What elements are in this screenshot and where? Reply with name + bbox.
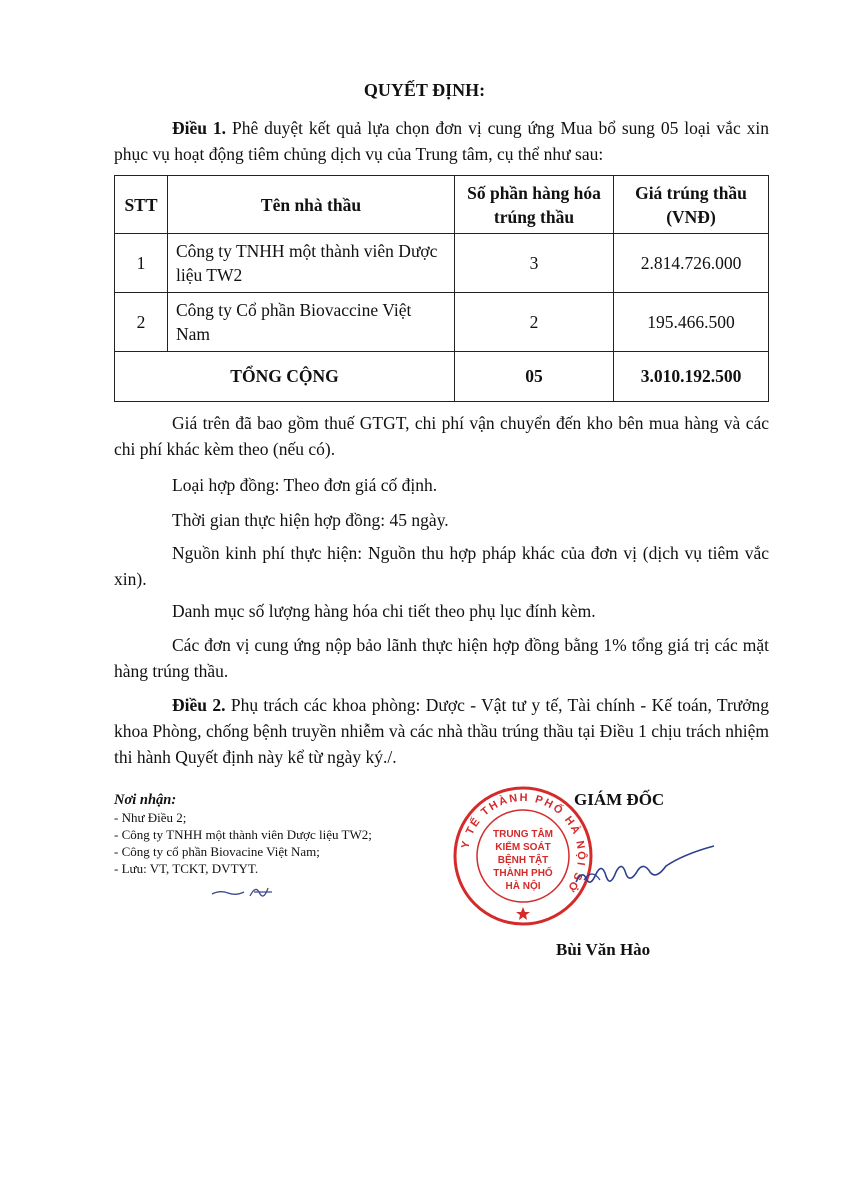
signer-position: GIÁM ĐỐC <box>574 790 665 809</box>
total-price: 3.010.192.500 <box>614 352 769 402</box>
header-contractor: Tên nhà thầu <box>168 176 455 234</box>
header-stt: STT <box>115 176 168 234</box>
table-total-row <box>115 352 769 402</box>
decision-title: QUYẾT ĐỊNH: <box>363 80 486 100</box>
recipient-line: - Công ty cổ phần Biovacine Việt Nam; <box>114 844 320 859</box>
award-table <box>114 175 769 402</box>
stamp-line: TRUNG TÂM <box>493 829 553 840</box>
article-1 <box>114 115 769 167</box>
article-2-text: Phụ trách các khoa phòng: Dược - Vật tư y tế, Tài chính - Kế toán, Trưởng khoa Phòng, chống bệnh truyền nhiễm và các nhà thầu trúng thầu tại Điều 1 chịu trách nhiệm thi hành Quyết định này kể từ ngày ký./. <box>114 695 770 767</box>
recipients-block <box>114 792 372 877</box>
row-contractor: Công ty Cổ phần Biovaccine Việt Nam <box>168 293 455 352</box>
stamp-line: BỆNH TẬT <box>497 855 549 866</box>
price-note: Giá trên đã bao gồm thuế GTGT, chi phí vận chuyển đến kho bên mua hàng và các chi phí khác kèm theo (nếu có). <box>114 413 769 459</box>
row-price: 2.814.726.000 <box>614 234 769 293</box>
row-stt: 1 <box>115 234 168 293</box>
stamp-star-icon <box>516 907 530 920</box>
table-row <box>115 234 769 293</box>
row-contractor: Công ty TNHH một thành viên Dược liệu TW2 <box>168 234 455 293</box>
article-2 <box>114 692 769 770</box>
article-1-text: Phê duyệt kết quả lựa chọn đơn vị cung ứng Mua bổ sung 05 loại vắc xin phục vụ hoạt động tiêm chủng dịch vụ của Trung tâm, cụ thể như sau: <box>114 118 769 164</box>
header-price: Giá trúng thầu (VNĐ) <box>614 176 769 234</box>
official-stamp <box>452 785 594 927</box>
row-price: 195.466.500 <box>614 293 769 352</box>
guarantee-note: Các đơn vị cung ứng nộp bảo lãnh thực hiện hợp đồng bằng 1% tổng giá trị các mặt hàng trúng thầu. <box>114 635 769 681</box>
article-2-label: Điều 2. <box>172 695 226 715</box>
table-header-row <box>115 176 769 234</box>
director-signature <box>574 840 719 895</box>
recipient-line: - Công ty TNHH một thành viên Dược liệu TW2; <box>114 827 372 842</box>
recipients-title: Nơi nhận: <box>114 792 177 808</box>
contract-duration: Thời gian thực hiện hợp đồng: 45 ngày. <box>172 510 449 530</box>
signer-name: Bùi Văn Hào <box>556 940 651 959</box>
total-label: TỔNG CỘNG <box>115 352 455 402</box>
article-1-label: Điều 1. <box>172 118 227 138</box>
row-stt: 2 <box>115 293 168 352</box>
recipient-line: - Lưu: VT, TCKT, DVTYT. <box>114 861 259 876</box>
row-quantity: 3 <box>455 234 614 293</box>
stamp-line: THÀNH PHỐ <box>493 868 553 879</box>
stamp-ring-text: Y TẾ THÀNH PHỐ HÀ NỘI SỞ <box>459 791 588 895</box>
row-quantity: 2 <box>455 293 614 352</box>
contract-type: Loại hợp đồng: Theo đơn giá cố định. <box>172 475 438 495</box>
stamp-line: KIỂM SOÁT <box>495 842 551 853</box>
stamp-line: HÀ NỘI <box>505 881 541 892</box>
funding-source: Nguồn kinh phí thực hiện: Nguồn thu hợp pháp khác của đơn vị (dịch vụ tiêm vắc xin). <box>114 543 769 589</box>
total-quantity: 05 <box>455 352 614 402</box>
recipient-line: - Như Điều 2; <box>114 810 187 825</box>
catalog-note: Danh mục số lượng hàng hóa chi tiết theo phụ lục đính kèm. <box>172 601 596 621</box>
header-quantity: Số phần hàng hóa trúng thầu <box>455 176 614 234</box>
table-row <box>115 293 769 352</box>
initials-mark <box>210 880 280 902</box>
